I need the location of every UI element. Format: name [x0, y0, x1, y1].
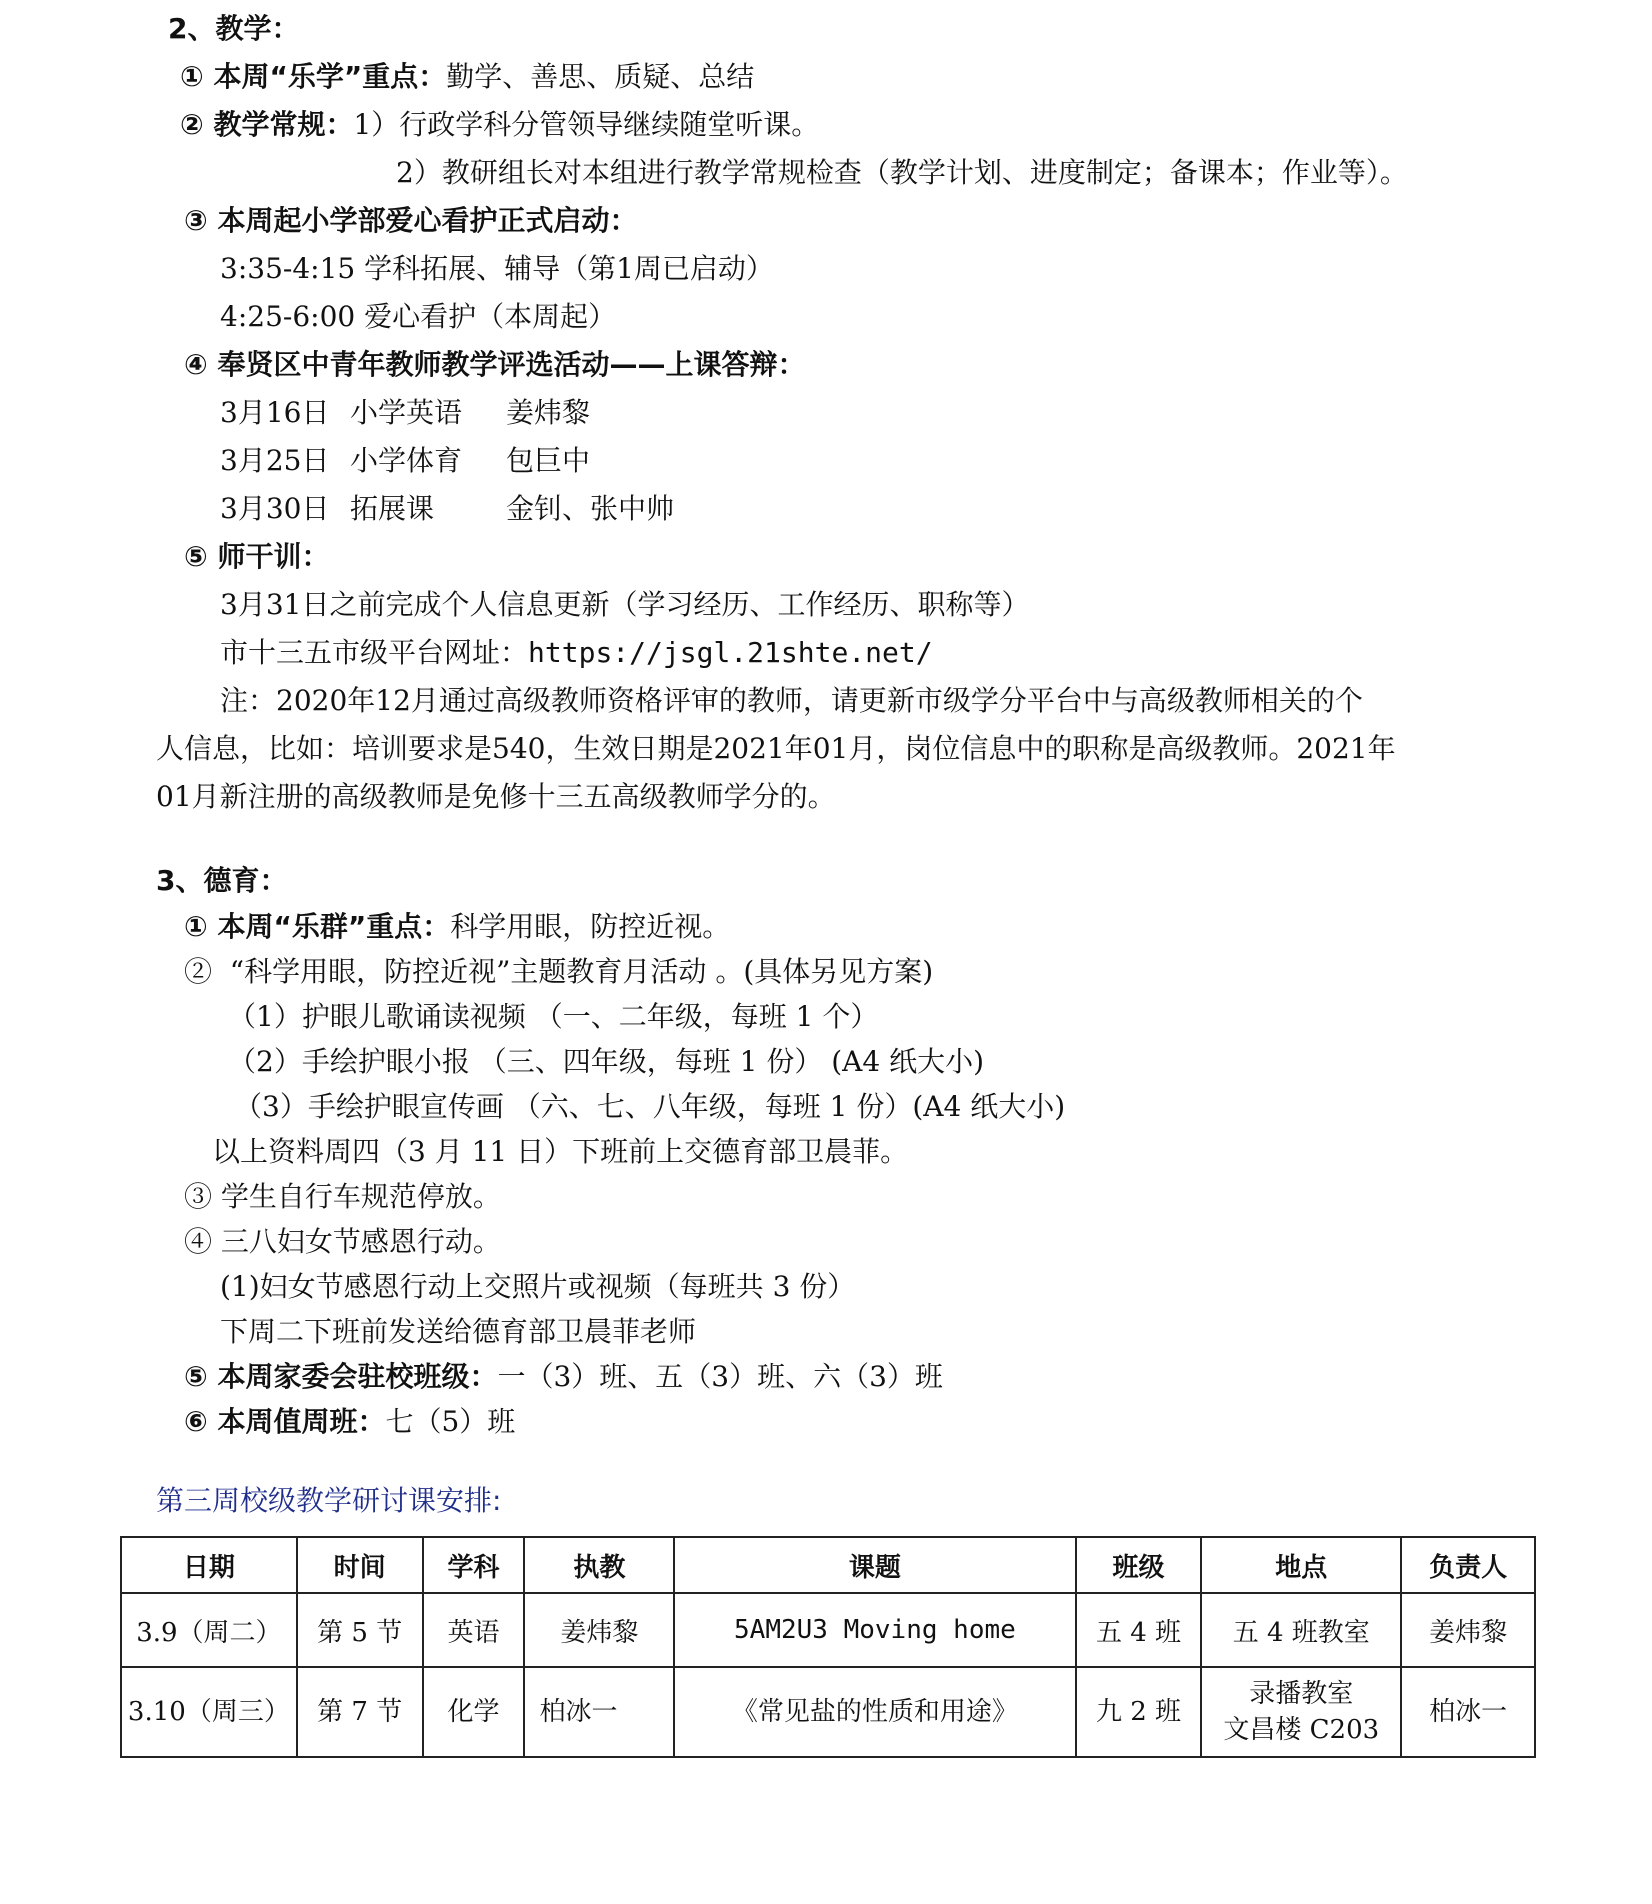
col-header-location: 地点: [1201, 1537, 1401, 1593]
table-row: [121, 1667, 1535, 1757]
moral-item-2-sub-2: （2）手绘护眼小报 （三、四年级，每班 1 份） (A4 纸大小): [228, 1045, 985, 1078]
teaching-item-4-label: ④ 奉贤区中青年教师教学评选活动——上课答辩：: [184, 348, 806, 381]
moral-item-6-text: 七（5）班: [385, 1405, 516, 1438]
teaching-item-1-text: 勤学、善思、质疑、总结: [446, 60, 755, 93]
moral-item-4-sub-2: 下周二下班前发送给德育部卫晨菲老师: [220, 1315, 697, 1348]
col-header-owner: 负责人: [1401, 1537, 1535, 1593]
moral-item-4-sub-1: (1)妇女节感恩行动上交照片或视频（每班共 3 份）: [220, 1270, 856, 1303]
teaching-item-5-label: ⑤ 师干训：: [184, 540, 330, 573]
cell-owner: 姜炜黎: [1401, 1593, 1535, 1667]
moral-item-1: [184, 908, 730, 946]
col-header-class: 班级: [1076, 1537, 1202, 1593]
moral-item-1-text: 科学用眼，防控近视。: [450, 910, 731, 943]
moral-item-5-label: ⑤ 本周家委会驻校班级：: [184, 1360, 498, 1393]
cell-subject: 化学: [423, 1667, 525, 1757]
moral-item-5-text: 一（3）班、五（3）班、六（3）班: [497, 1360, 943, 1393]
cell-teacher: 柏冰一: [524, 1667, 674, 1757]
cell-teacher: 姜炜黎: [524, 1593, 674, 1667]
contest-teacher: 金钊、张中帅: [506, 492, 675, 525]
col-header-topic: 课题: [674, 1537, 1075, 1593]
col-header-time: 时间: [297, 1537, 423, 1593]
cell-location: [1201, 1667, 1401, 1757]
cell-class: 九 2 班: [1076, 1667, 1202, 1757]
cell-location: 五 4 班教室: [1201, 1593, 1401, 1667]
teaching-item-3-line-2: 4:25-6:00 爱心看护（本周起）: [220, 300, 617, 333]
contest-subject: 小学体育: [350, 444, 463, 477]
cell-subject: 英语: [423, 1593, 525, 1667]
teaching-item-1-label: ① 本周“乐学”重点：: [180, 60, 447, 93]
teaching-item-2-line-1: 1）行政学科分管领导继续随堂听课。: [353, 108, 820, 141]
schedule-table: [120, 1536, 1536, 1758]
teaching-item-3-line-1: 3:35-4:15 学科拓展、辅导（第1周已启动）: [220, 252, 774, 285]
teaching-item-5-line-2: [220, 634, 933, 672]
col-header-subject: 学科: [423, 1537, 525, 1593]
platform-url: https://jsgl.21shte.net/: [528, 636, 933, 669]
cell-location-line-1: 录播教室: [1249, 1679, 1354, 1709]
moral-item-4: ④ 三八妇女节感恩行动。: [184, 1225, 501, 1258]
teaching-item-5-line-1: 3月31日之前完成个人信息更新（学习经历、工作经历、职称等）: [220, 588, 1030, 621]
moral-heading: 3、德育：: [156, 864, 288, 897]
moral-item-6: [184, 1403, 515, 1441]
col-header-date: 日期: [121, 1537, 297, 1593]
moral-item-1-label: ① 本周“乐群”重点：: [184, 910, 451, 943]
cell-topic: 5AM2U3 Moving home: [674, 1593, 1075, 1667]
table-header-row: [121, 1537, 1535, 1593]
moral-item-2-sub-1: （1）护眼儿歌诵读视频 （一、二年级，每班 1 个）: [228, 1000, 879, 1033]
platform-label: 市十三五市级平台网址：: [220, 636, 529, 669]
cell-date: 3.10（周三）: [121, 1667, 297, 1757]
teaching-note-line-1: 注：2020年12月通过高级教师资格评审的教师，请更新市级学分平台中与高级教师相关的个: [220, 684, 1363, 717]
cell-topic: 《常见盐的性质和用途》: [674, 1667, 1075, 1757]
contest-teacher: 包巨中: [506, 444, 591, 477]
teaching-item-2-label: ② 教学常规：: [180, 108, 354, 141]
cell-owner: 柏冰一: [1401, 1667, 1535, 1757]
cell-time: 第 5 节: [297, 1593, 423, 1667]
cell-class: 五 4 班: [1076, 1593, 1202, 1667]
teaching-item-2-line-2: 2）教研组长对本组进行教学常规检查（教学计划、进度制定；备课本；作业等）。: [396, 156, 1408, 189]
contest-row: [220, 442, 590, 480]
moral-item-5: [184, 1358, 943, 1396]
teaching-note-line-2: 人信息，比如：培训要求是540，生效日期是2021年01月，岗位信息中的职称是高级教师。2021年: [156, 732, 1396, 765]
teaching-note-line-3: 01月新注册的高级教师是免修十三五高级教师学分的。: [156, 780, 836, 813]
contest-date: 3月16日: [220, 396, 330, 429]
moral-item-2-sub-3: （3）手绘护眼宣传画 （六、七、八年级，每班 1 份）(A4 纸大小): [234, 1090, 1066, 1123]
contest-row: [220, 490, 674, 528]
moral-item-3: ③ 学生自行车规范停放。: [184, 1180, 501, 1213]
teaching-item-3-label: ③ 本周起小学部爱心看护正式启动：: [184, 204, 638, 237]
contest-subject: 小学英语: [350, 396, 463, 429]
contest-teacher: 姜炜黎: [506, 396, 591, 429]
cell-time: 第 7 节: [297, 1667, 423, 1757]
table-row: [121, 1593, 1535, 1667]
contest-date: 3月30日: [220, 492, 330, 525]
moral-item-2: ② “科学用眼，防控近视”主题教育月活动 。(具体另见方案): [184, 955, 934, 988]
moral-item-2-note: 以上资料周四（3 月 11 日）下班前上交德育部卫晨菲。: [212, 1135, 909, 1168]
contest-date: 3月25日: [220, 444, 330, 477]
cell-location-line-2: 文昌楼 C203: [1223, 1715, 1380, 1745]
col-header-teacher: 执教: [524, 1537, 674, 1593]
teaching-item-1: [180, 58, 754, 96]
moral-item-6-label: ⑥ 本周值周班：: [184, 1405, 386, 1438]
schedule-title: 第三周校级教学研讨课安排:: [156, 1484, 502, 1517]
teaching-item-2: [180, 106, 819, 144]
cell-date: 3.9（周二）: [121, 1593, 297, 1667]
contest-subject: 拓展课: [350, 492, 435, 525]
contest-row: [220, 394, 590, 432]
teaching-heading: 2、教学：: [168, 12, 300, 45]
